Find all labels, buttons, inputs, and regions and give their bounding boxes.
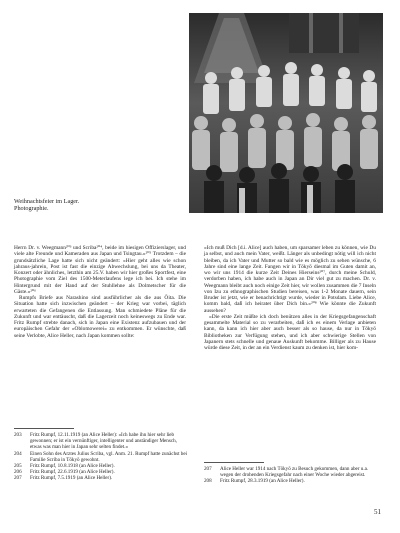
group-photograph	[189, 13, 383, 213]
footnote-text: Fritz Rumpf, 12.11.1919 (an Alice Heller): «Ich habe ihn hier sehr lieb gewonnen; er ist ein vernünftiger, intelligenter und anständiger Mensch, etwas was man hier in Japan sehr selten findet.»	[30, 432, 177, 451]
footnote-number: 204	[14, 450, 22, 457]
body-paragraph: «Ich muß Dich [d.i. Alice] auch haben, um sparsamer leben zu können, wie Du ja selbst, und auch mein Vater, weißt. Länger als unbedingt nötig will ich nicht bleiben, da ich Vater und Mutter so bald wie es möglich zu sehen wünsche, 6 Jahre sind eine lange Zeit. Fangen wir in Tōkyō diesmal im Guten damit an, wo wir uns 1914 die kurze Zeit Deines Hierseins²⁰⁷, durch meine Schuld, verdorben haben, ich habe auch in Japan an Dir viel gut zu machen. Dr. v. Weegmann bleibt auch noch einige Zeit hier, wir wollen zusammen die 7 Inseln von Izu zu ethnographischen Studien bereisen, was 1-2 Monate dauern, sein Bruder ist jetzt, wie er benachrichtigt wurde, wieder in Potsdam. Liebe Alice, komm bald, daß ich heiratet über Dich bin.»²⁰⁸ Wie könnte die Zukunft aussehen?	[204, 245, 376, 314]
footnote-number: 207	[204, 466, 212, 472]
right-text-column	[204, 245, 376, 351]
footnote-rule	[14, 428, 74, 429]
footnote-number: 208	[204, 478, 212, 485]
footnote-number: 207	[14, 475, 22, 482]
footnote-text: Fritz Rumpf, 10.8.1918 (an Alice Heller).	[30, 463, 115, 470]
body-paragraph: Herrn Dr. v. Weegmann²⁰³ und Scriba²⁰⁴, beide im hiesigen Offizierslager, und viele alte Freunde und Kameraden aus Japan und Tsingtau.»²⁰⁵ Trotzdem – die grundsätzliche Lage hatte sich nicht geändert: «Hier geht alles wie schon jahraus-jahrein, Post ist fast die einzige Abwechslung, bei uns da Theater, Konzert oder ähnliches, letzthin am 25.V. haben wir hier großes Sportfest, eine Photographie vom Ziel des 1500-Meterlaufens lege ich bei. Ich stehe im Hintergrund mit der Hand auf der Stuhllehne als Dolmetscher für die Gäste.»²⁰⁶	[14, 245, 186, 295]
body-paragraph: Rumpfs Briefe aus Narashino sind ausführlicher als die aus Ōita. Die Situation hatte sich inzwischen geändert – der Krieg war vorbei, täglich erwarteten die Gefangenen die Entlassung. Man schmiedete Pläne für die Zukunft und war enttäuscht, daß die Lagerzeit noch keineswegs zu Ende war. Fritz Rumpf strebte danach, sich in Japan eine Existenz aufzubauen und der europäischen Gefahr der «Oblomowerei» zu entkommen. Er wünschte, daß seine Verlobte, Alice Heller, nach Japan kommen sollte:	[14, 295, 186, 339]
footnote	[204, 478, 378, 484]
photo-caption	[14, 198, 182, 213]
caption-line: Photographie.	[14, 205, 49, 213]
footnote-text: Fritz Rumpf, 22.6.1919 (an Alice Heller).	[30, 469, 115, 476]
page-number: 51	[374, 508, 381, 516]
footnote-rule	[204, 462, 264, 463]
footnote-number: 203	[14, 432, 22, 438]
photo-illustration	[189, 13, 383, 213]
footnote-text: Fritz Rumpf, 7.5.1919 (an Alice Heller).	[30, 475, 113, 482]
left-text-column	[14, 245, 186, 339]
footnote-number: 205	[14, 463, 22, 470]
footnote-text: Einen Sohn des Arztes Julius Scriba, vgl. Anm. 21. Rumpf hatte zunächst bei Familie Scriba in Tōkyō gewohnt.	[30, 450, 188, 463]
caption-line: Weihnachtsfeier im Lager.	[14, 198, 80, 205]
footnotes-right	[204, 466, 378, 485]
footnotes-left	[14, 432, 188, 482]
footnote-text: Fritz Rumpf, 28.3.1919 (an Alice Heller).	[220, 478, 305, 485]
footnote-number: 206	[14, 469, 22, 476]
footnote-text: Alice Heller war 1914 nach Tōkyō zu Besuch gekommen, dann aber u.a. wegen der drohenden Kriegsgefahr nach einer Woche wieder abgereist.	[220, 466, 369, 479]
footnote	[14, 475, 188, 481]
footnote	[204, 466, 378, 478]
body-paragraph: «Die erste Zeit müßte ich doch benützen alles in der Kriegsgefangenschaft gesammelte Material so zu verarbeiten, daß ich es einem Verlage anbieten kann, da kann ich hier aber auch besser als so hause, da nur in Tōkyō Bibliotheken zur Verfügung stehen, und ich aber schwierige Stellen von Japanern stets schnelle und genaue Auskunft bekomme. Billiger als zu Hause würde diese Zeit, in der an ein Verdienst kaum zu denken ist, hier kom-	[204, 313, 376, 351]
footnote	[14, 451, 188, 463]
footnote	[14, 432, 188, 451]
